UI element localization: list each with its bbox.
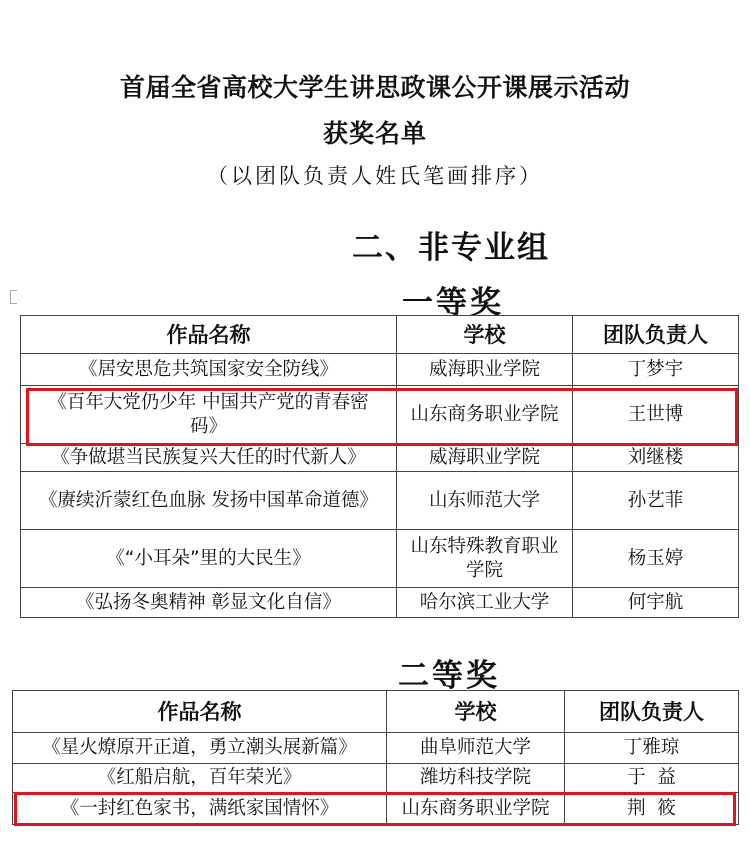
highlight-box <box>14 792 736 826</box>
margin-marker <box>10 290 17 304</box>
work-title: 《红船启航，百年荣光》 <box>13 764 387 793</box>
leader-name: 丁雅琼 <box>565 733 739 764</box>
column-header-work: 作品名称 <box>21 316 397 354</box>
leader-name: 王世博 <box>573 386 739 444</box>
column-header-school: 学校 <box>397 316 573 354</box>
table-row <box>21 444 739 472</box>
leader-name: 于 益 <box>565 764 739 793</box>
document-title: 首届全省高校大学生讲思政课公开课展示活动 <box>119 73 630 102</box>
table-row <box>21 530 739 588</box>
work-title: 《争做堪当民族复兴大任的时代新人》 <box>21 444 397 472</box>
first-prize-heading: 一等奖 <box>402 285 504 321</box>
table-row <box>13 764 739 793</box>
school-name: 山东商务职业学院 <box>397 386 573 444</box>
leader-name: 刘继楼 <box>573 444 739 472</box>
school-name: 山东师范大学 <box>397 472 573 530</box>
table-row <box>13 733 739 764</box>
leader-name: 孙艺菲 <box>573 472 739 530</box>
column-header-leader: 团队负责人 <box>565 691 739 733</box>
work-title: 《星火燎原开正道，勇立潮头展新篇》 <box>13 733 387 764</box>
school-name: 山东商务职业学院 <box>387 793 565 825</box>
group-title: 二、非专业组 <box>352 230 550 266</box>
column-header-school: 学校 <box>387 691 565 733</box>
school-name: 威海职业学院 <box>397 354 573 386</box>
column-header-work: 作品名称 <box>13 691 387 733</box>
sort-note: （以团队负责人姓氏笔画排序） <box>207 164 543 188</box>
table-row <box>21 588 739 618</box>
work-title: 《百年大党仍少年 中国共产党的青春密码》 <box>21 386 397 444</box>
column-header-leader: 团队负责人 <box>573 316 739 354</box>
school-name: 潍坊科技学院 <box>387 764 565 793</box>
school-name: 曲阜师范大学 <box>387 733 565 764</box>
highlight-box <box>26 388 738 446</box>
work-title: 《“小耳朵”里的大民生》 <box>21 530 397 588</box>
table-header-row <box>21 316 739 354</box>
school-name: 哈尔滨工业大学 <box>397 588 573 618</box>
leader-name: 杨玉婷 <box>573 530 739 588</box>
table-row <box>21 354 739 386</box>
second-prize-heading: 二等奖 <box>398 658 500 694</box>
leader-name: 何宇航 <box>573 588 739 618</box>
first-prize-table <box>20 315 739 618</box>
work-title: 《一封红色家书，满纸家国情怀》 <box>13 793 387 825</box>
work-title: 《弘扬冬奥精神 彰显文化自信》 <box>21 588 397 618</box>
work-title: 《赓续沂蒙红色血脉 发扬中国革命道德》 <box>21 472 397 530</box>
school-name: 威海职业学院 <box>397 444 573 472</box>
table-header-row <box>13 691 739 733</box>
work-title: 《居安思危共筑国家安全防线》 <box>21 354 397 386</box>
leader-name: 荆 筱 <box>565 793 739 825</box>
table-row <box>21 472 739 530</box>
document-subtitle: 获奖名单 <box>322 119 427 148</box>
leader-name: 丁梦宇 <box>573 354 739 386</box>
school-name: 山东特殊教育职业学院 <box>397 530 573 588</box>
